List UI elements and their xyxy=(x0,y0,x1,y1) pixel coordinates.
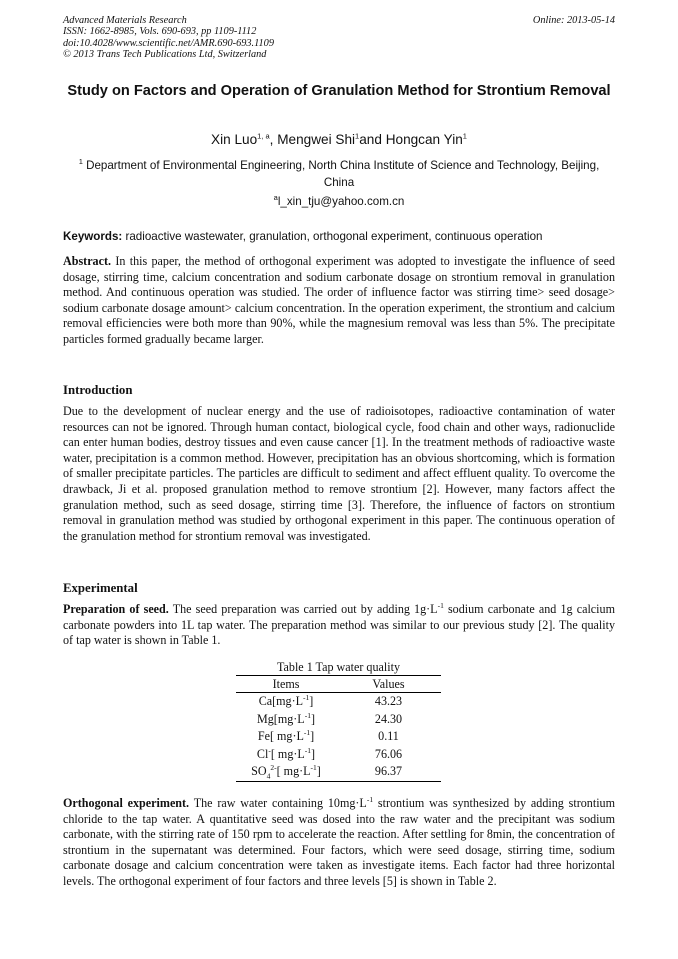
item-text: Mg[mg·L xyxy=(257,711,305,726)
item-sub: 4 xyxy=(266,771,271,781)
item-text: ] xyxy=(316,764,321,779)
item-sup: -1 xyxy=(303,693,310,703)
doi-line: doi:10.4028/www.scientific.net/AMR.690-693.1109 xyxy=(63,37,274,49)
table-row xyxy=(236,728,441,746)
table-cell-value: 76.06 xyxy=(374,746,403,761)
item-text: [ mg·L xyxy=(270,746,305,761)
table-cell-value: 0.11 xyxy=(378,729,399,744)
seed-unit-sup: -1 xyxy=(437,600,444,610)
item-sup: -1 xyxy=(303,728,311,738)
seed-paragraph xyxy=(63,602,615,649)
abstract xyxy=(63,254,615,348)
table-cell-item xyxy=(236,728,336,746)
orthogonal-text: The raw water containing 10mg·L xyxy=(189,796,367,810)
item-sup: - xyxy=(268,745,271,755)
item-text: [ mg·L xyxy=(276,764,311,779)
table-cell-value: 24.30 xyxy=(374,711,403,726)
table-cell-item xyxy=(236,693,336,711)
orthogonal-unit-sup: -1 xyxy=(366,794,374,804)
orthogonal-paragraph xyxy=(63,796,615,890)
abstract-label: Abstract. xyxy=(63,254,112,268)
email-sup: a xyxy=(273,193,278,203)
affiliation-text: Department of Environmental Engineering, North China Institute of Science and Technology, Beijing, China xyxy=(82,159,600,189)
table-cell-item xyxy=(236,711,336,729)
item-sup: -1 xyxy=(304,710,311,720)
keywords-text: radioactive wastewater, granulation, orthogonal experiment, continuous operation xyxy=(122,230,543,243)
table1 xyxy=(236,675,441,782)
table-row xyxy=(236,746,441,764)
item-text: SO xyxy=(251,764,267,779)
item-text: Cl xyxy=(256,746,269,761)
table-header-row xyxy=(236,676,441,693)
author-name: Mengwei Shi xyxy=(277,132,356,147)
item-sup: -1 xyxy=(304,745,312,755)
email-text: l_xin_tju@yahoo.com.cn xyxy=(277,195,405,208)
seed-label: Preparation of seed. xyxy=(63,602,169,616)
author-list xyxy=(63,131,615,149)
copyright-line: © 2013 Trans Tech Publications Ltd, Switzerland xyxy=(63,48,267,60)
keywords-label: Keywords: xyxy=(63,230,123,243)
table-cell-value: 96.37 xyxy=(336,763,441,781)
journal-name: Advanced Materials Research xyxy=(63,15,187,26)
orthogonal-label: Orthogonal experiment. xyxy=(63,796,190,810)
affiliation-sup: 1 xyxy=(78,157,83,167)
author-separator: and xyxy=(359,132,386,147)
seed-text: The seed preparation was carried out by adding 1g·L xyxy=(168,602,438,616)
online-date: Online: 2013-05-14 xyxy=(532,15,615,26)
item-text: ] xyxy=(311,746,316,761)
author-affil-sup: 1 xyxy=(355,131,360,141)
author-email xyxy=(63,194,615,209)
experimental-heading: Experimental xyxy=(63,581,138,595)
author-name: Xin Luo xyxy=(211,132,258,147)
table1-caption: Table 1 Tap water quality xyxy=(276,660,400,674)
introduction-heading: Introduction xyxy=(63,383,133,397)
author-affil-sup: 1, a xyxy=(257,131,270,141)
keywords xyxy=(63,229,615,244)
issn-line: ISSN: 1662-8985, Vols. 690-693, pp 1109-1112 xyxy=(63,26,257,38)
item-text: ] xyxy=(310,729,315,744)
table-header-items: Items xyxy=(236,676,336,693)
author-separator: , xyxy=(269,132,278,147)
author-affil-sup: 1 xyxy=(462,131,467,141)
table-row xyxy=(236,711,441,729)
table-header-values: Values xyxy=(336,676,441,693)
item-text: Ca[mg·L xyxy=(258,694,304,709)
author-name: Hongcan Yin xyxy=(385,132,463,147)
item-sup: 2- xyxy=(270,763,277,773)
introduction-paragraph: Due to the development of nuclear energy and the use of radioisotopes, radioactive contamination of water resources can not be ignored. Through human contact, biological cycle, food chain and other ways, radionuclide can enter human bodies, destroy tissues and even cause cancer [1]. In the treatment methods of radioactive waste water, precipitation is a common method. However, precipitation has an obvious shortcoming, which is formation of smaller precipitate particles. The particles are difficult to sediment and affect effluent quality. To overcome the drawback, Ji et al. proposed granulation method to remove strontium [2]. However, many factors affect the granulation method, such as seed dosage, stirring time [3]. Therefore, the influence of factors on strontium removal in granulation method was studied by orthogonal experiment in this paper. The continuous operation of the granulation method for strontium removal was investigated. xyxy=(63,404,615,543)
journal-header xyxy=(63,15,615,60)
table-row xyxy=(236,763,441,781)
table-cell-value: 43.23 xyxy=(374,694,403,709)
item-sup: -1 xyxy=(310,763,317,773)
item-text: ] xyxy=(309,694,314,709)
item-text: Fe[ mg·L xyxy=(257,729,304,744)
abstract-text: In this paper, the method of orthogonal experiment was adopted to investigate the influence of seed dosage, stirring time, calcium concentration and sodium carbonate dosage on strontium removal in granulation method. And continuous operation was studied. The order of influence factor was stirring time> seed dosage> sodium carbonate dosage amount> calcium concentration. In the operation experiment, the strontium and calcium removal efficiencies were both more than 90%, while the magnesium removal was less than 5%. The precipitate particles formed gradually became larger. xyxy=(63,254,615,346)
affiliation xyxy=(63,157,615,191)
table-cell-item xyxy=(236,763,336,781)
paper-title: Study on Factors and Operation of Granulation Method for Strontium Removal xyxy=(67,83,611,99)
item-text: ] xyxy=(310,711,315,726)
orthogonal-text: strontium was synthesized by adding strontium chloride to the tap water. A quantitative seed was dosed into the raw water and the precipitant was sodium carbonate, with the stirring rate of 150 rpm to accelerate the reaction. After settling for 8min, the concentration of strontium in the supernatant was determined. Four factors, which were seed dosage, stirring time, sodium carbonate dosage and calcium concentration were taken as investigate items. Each factor had three horizontal levels. The orthogonal experiment of four factors and three levels [5] is shown in Table 2. xyxy=(63,796,616,888)
table-cell-item xyxy=(236,746,336,764)
table-row xyxy=(236,693,441,711)
seed-text: sodium carbonate and 1g calcium carbonate powders into 1L tap water. The preparation method was similar to our previous study [2]. The quality of tap water is shown in Table 1. xyxy=(63,602,615,648)
